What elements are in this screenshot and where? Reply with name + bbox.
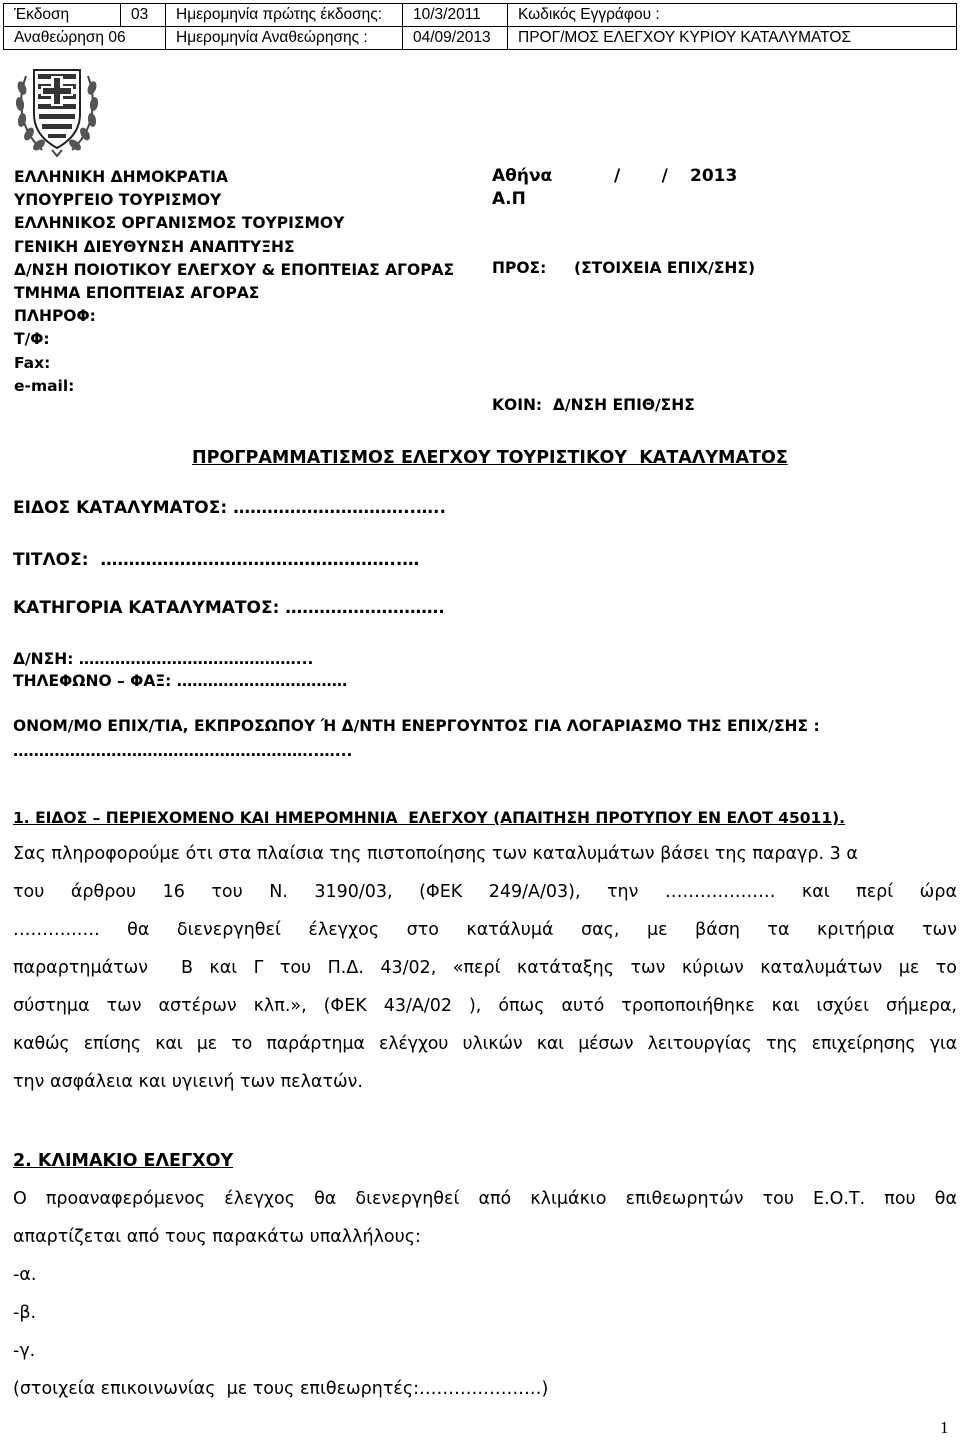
sender-line: ΥΠΟΥΡΓΕΙΟ ΤΟΥΡΙΣΜΟΥ [14,191,222,210]
section-1-line: παραρτημάτων Β και Γ του Π.Δ. 43/02, «περί κατάταξης των κύριων καταλυμάτων με το [13,958,957,978]
field-address: Δ/ΝΣΗ: ……………………………………... [13,650,314,668]
sender-block [14,166,454,398]
header-cell-doc-code-label: Κωδικός Εγγράφου : [508,4,957,27]
section-1-line: καθώς επίσης και με το παράρτημα ελέγχου υλικών και μέσων λειτουργίας της επιχείρησης για [13,1034,957,1054]
field-owner-dots: …………………………………………………..…... [13,742,353,760]
inspectors-contact-line: (στοιχεία επικοινωνίας με τους επιθεωρητές:…………………) [13,1379,549,1399]
sender-line: ΕΛΛΗΝΙΚΟΣ ΟΡΓΑΝΙΣΜΟΣ ΤΟΥΡΙΣΜΟΥ [14,214,345,233]
protocol-number: Α.Π [492,189,526,209]
section-1-line: Σας πληροφορούμε ότι στα πλαίσια της πιστοποίησης των καταλυμάτων βάσει της παραγρ. 3 α [13,844,858,864]
field-category: ΚΑΤΗΓΟΡΙΑ ΚΑΤΑΛΥΜΑΤΟΣ: ………………………. [13,598,445,618]
section-1-line: του άρθρου 16 του Ν. 3190/03, (ΦΕΚ 249/Α/03), την ………….…… και περί ώρα [13,882,957,902]
field-accommodation-type: ΕΙΔΟΣ ΚΑΤΑΛΥΜΑΤΟΣ: …………………………..….. [13,498,446,518]
sender-line: ΠΛΗΡΟΦ: [14,307,96,326]
header-cell-first-issue-date: 10/3/2011 [403,4,508,27]
date-slashes: / / [614,166,668,186]
document-title: ΠΡΟΓΡΑΜΜΑΤΙΣΜΟΣ ΕΛΕΓΧΟΥ ΤΟΥΡΙΣΤΙΚΟΥ ΚΑΤΑΛΥΜΑΤΟΣ [192,448,788,468]
field-owner: ΟΝΟΜ/ΜΟ ΕΠΙΧ/ΤΙΑ, ΕΚΠΡΟΣΩΠΟΥ Ή Δ/ΝΤΗ ΕΝΕΡΓΟΥΝΤΟΣ ΓΙΑ ΛΟΓΑΡΙΑΣΜΟ ΤΗΣ ΕΠΙΧ/ΣΗΣ : [13,717,820,735]
section-2-line: Ο προαναφερόμενος έλεγχος θα διενεργηθεί από κλιμάκιο επιθεωρητών του Ε.Ο.Τ. που θα [13,1189,957,1209]
section-1-heading: 1. ΕΙΔΟΣ – ΠΕΡΙΕΧΟΜΕΝΟ ΚΑΙ ΗΜΕΡΟΜΗΝΙΑ ΕΛΕΓΧΟΥ (ΑΠΑΙΤΗΣΗ ΠΡΟΤΥΠΟΥ ΕΝ ΕΛΟΤ 45011). [13,809,846,827]
section-1-line: σύστημα των αστέρων κλπ.», (ΦΕΚ 43/Α/02 ), όπως αυτό τροποποιήθηκε και ισχύει σήμερα, [13,996,957,1016]
date-place: Αθήνα [492,166,553,186]
header-cell-revision: Αναθεώρηση 06 [4,27,166,50]
section-1-line: την ασφάλεια και υγιεινή των πελατών. [13,1072,363,1092]
sender-line: ΤΜΗΜΑ ΕΠΟΠΤΕΙΑΣ ΑΓΟΡΑΣ [14,284,260,303]
section-2-line: απαρτίζεται από τους παρακάτω υπαλλήλους: [13,1227,421,1247]
header-cell-revision-date: 04/09/2013 [403,27,508,50]
header-cell-edition-value: 03 [121,4,166,27]
recipient-value: (ΣΤΟΙΧΕΙΑ ΕΠΙΧ/ΣΗΣ) [574,259,756,277]
sender-line: Fax: [14,353,51,372]
section-1-line: ………..…. θα διενεργηθεί έλεγχος στο κατάλυμά σας, με βάση τα κριτήρια των [13,920,957,940]
header-cell-edition-label: Έκδοση [4,4,121,27]
sender-line: Δ/ΝΣΗ ΠΟΙΟΤΙΚΟΥ ΕΛΕΓΧΟΥ & ΕΠΟΠΤΕΙΑΣ ΑΓΟΡΑΣ [14,260,455,279]
inspector-item-b: -β. [13,1303,37,1323]
header-cell-revision-date-label: Ημερομηνία Αναθεώρησης : [166,27,403,50]
sender-line: ΕΛΛΗΝΙΚΗ ΔΗΜΟΚΡΑΤΙΑ [14,168,228,186]
header-cell-doc-title: ΠΡΟΓ/ΜΟΣ ΕΛΕΓΧΟΥ ΚΥΡΙΟΥ ΚΑΤΑΛΥΜΑΤΟΣ [508,27,957,50]
inspector-item-c: -γ. [13,1341,36,1361]
field-title: ΤΙΤΛΟΣ: ……………………………………………..… [13,550,420,570]
page-number: 1 [940,1418,949,1437]
header-cell-first-issue-label: Ημερομηνία πρώτης έκδοσης: [166,4,403,27]
header-row-1 [4,4,957,27]
document-header-table [3,3,957,50]
sender-line: ΓΕΝΙΚΗ ΔΙΕΥΘΥΝΣΗ ΑΝΑΠΤΥΞΗΣ [14,237,295,256]
header-row-2 [4,27,957,50]
inspector-item-a: -α. [13,1265,37,1285]
cc-line: ΚΟΙΝ: Δ/ΝΣΗ ΕΠΙΘ/ΣΗΣ [492,396,695,414]
sender-line: e-mail: [14,376,75,395]
section-2-heading: 2. ΚΛΙΜΑΚΙΟ ΕΛΕΓΧΟΥ [13,1151,234,1171]
date-year: 2013 [690,166,738,186]
greek-emblem-icon [12,58,102,160]
field-phone-fax: ΤΗΛΕΦΩΝΟ – ΦΑΞ: …………………………… [13,672,348,690]
recipient-label: ΠΡΟΣ: [492,259,547,277]
sender-line: Τ/Φ: [14,330,50,349]
